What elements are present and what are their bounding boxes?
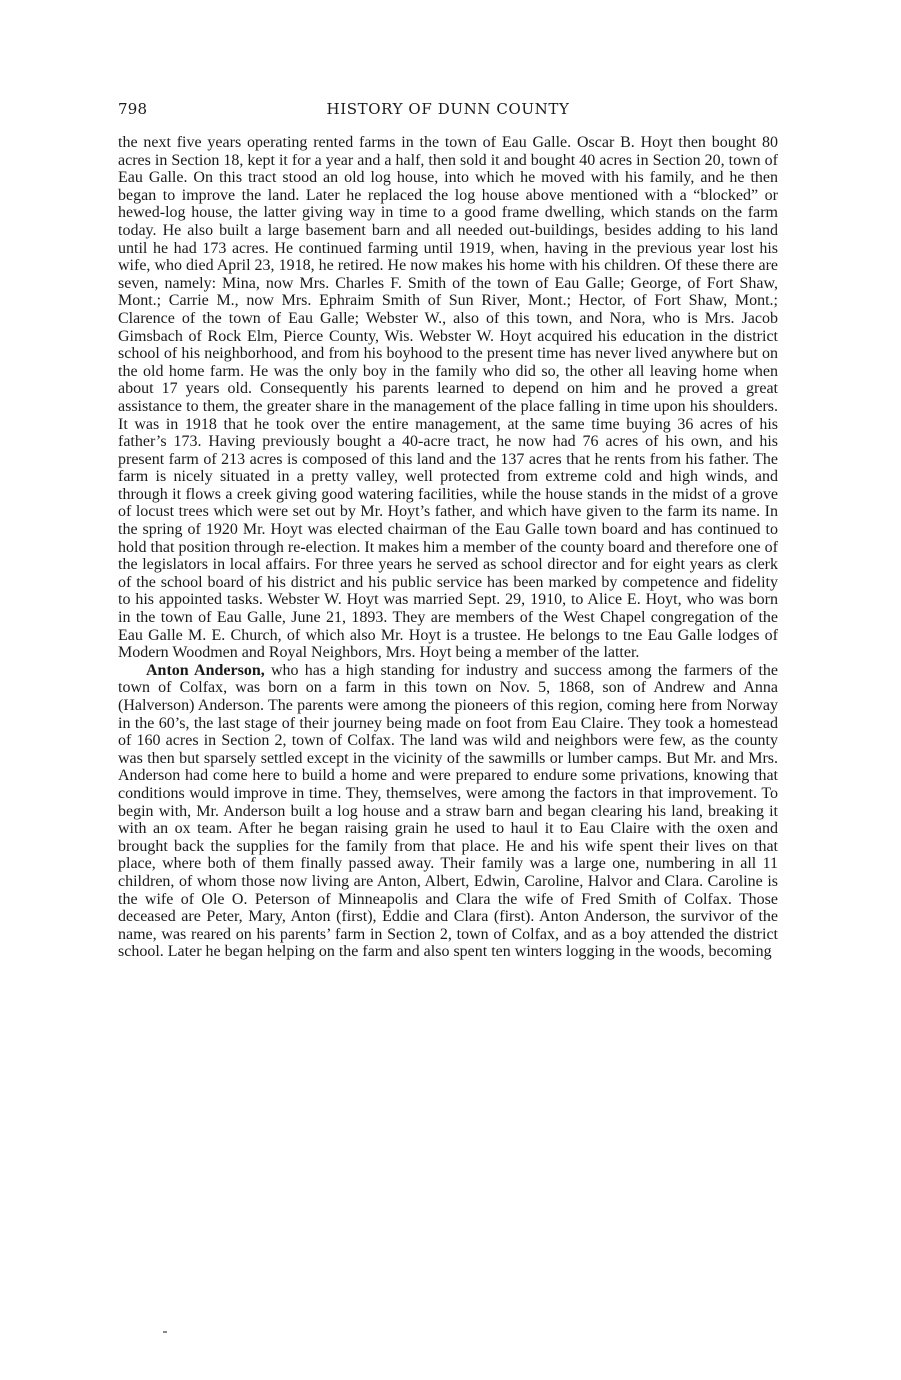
paragraph-hoyt-continued: the next five years operating rented farms in the town of Eau Galle. Oscar B. Hoyt then bought 80 acres in Section 18, kept it for a year and a half, then sold it and bought 40 acres in Section 20, town of Eau Galle. On this tract stood an old log house, into which he moved with his family, and he then began to improve the land. Later he replaced the log house above mentioned with a “blocked” or hewed-log house, the latter giving way in time to a good frame dwelling, which stands on the farm today. He also built a large basement barn and all needed out-buildings, besides adding to his land until he had 173 acres. He continued farming until 1919, when, having in the previous year lost his wife, who died April 23, 1918, he retired. He now makes his home with his children. Of these there are seven, namely: Mina, now Mrs. Charles F. Smith of the town of Eau Galle; George, of Fort Shaw, Mont.; Carrie M., now Mrs. Ephraim Smith of Sun River, Mont.; Hector, of Fort Shaw, Mont.; Clarence of the town of Eau Galle; Webster W., also of this town, and Nora, who is Mrs. Jacob Gimsbach of Rock Elm, Pierce County, Wis. Webster W. Hoyt acquired his education in the district school of his neighborhood, and from his boyhood to the present time has never lived anywhere but on the old home farm. He was the only boy in the family who did so, the other all leaving home when about 17 years old. Consequently his parents learned to depend on him and he proved a great assistance to them, the greater share in the management of the place falling in time upon his shoulders. It was in 1918 that he took over the entire management, at the same time buying 36 acres of his father’s 173. Having previously bought a 40-acre tract, he now had 76 acres of his own, and his present farm of 213 acres is composed of this land and the 137 acres that he rents from his father. The farm is nicely situated in a pretty valley, well protected from extreme cold and high winds, and through it flows a creek giving good watering facilities, while the house stands in the midst of a grove of locust trees which were set out by Mr. Hoyt’s father, and which have given to the farm its name. In the spring of 1920 Mr. Hoyt was elected chairman of the Eau Galle town board and has continued to hold that position through re-election. It makes him a member of the county board and therefore one of the legislators in local affairs. For three years he served as school director and for eight years as clerk of the school board of his district and his public service has been marked by competence and fidelity to his appointed tasks. Webster W. Hoyt was married Sept. 29, 1910, to Alice E. Hoyt, who was born in the town of Eau Galle, June 21, 1893. They are members of the West Chapel congregation of the Eau Galle M. E. Church, of which also Mr. Hoyt is a trustee. He belongs to tne Eau Galle lodges of Modern Woodmen and Royal Neighbors, Mrs. Hoyt being a member of the latter. — [118, 134, 778, 662]
body-text — [118, 134, 778, 961]
document-page — [118, 100, 778, 961]
biography-name: Anton Anderson, — [146, 661, 265, 679]
page-header — [118, 100, 778, 122]
running-title: HISTORY OF DUNN COUNTY — [326, 100, 570, 118]
paragraph-text: who has a high standing for industry and success among the farmers of the town of Colfax, was born on a farm in this town on Nov. 5, 1868, son of Andrew and Anna (Halverson) Anderson. The parents were among the pioneers of this region, coming here from Norway in the 60’s, the last stage of their journey being made on foot from Eau Claire. They took a homestead of 160 acres in Section 2, town of Colfax. The land was wild and neighbors were few, as the county was then but sparsely settled except in the vicinity of the sawmills or lumber camps. But Mr. and Mrs. Anderson had come here to build a home and were prepared to endure some privations, knowing that conditions would improve in time. They, themselves, were among the factors in that improvement. To begin with, Mr. Anderson built a log house and a straw barn and began clearing his land, breaking it with an ox team. After he began raising grain he used to haul it to Eau Claire with the oxen and brought back the supplies for the family from that place. He and his wife spent their lives on that place, where both of them finally passed away. Their family was a large one, numbering in all 11 children, of whom those now living are Anton, Albert, Edwin, Caroline, Halvor and Clara. Caroline is the wife of Ole O. Peterson of Minneapolis and Clara the wife of Fred Smith of Colfax. Those deceased are Peter, Mary, Anton (first), Eddie and Clara (first). Anton Anderson, the survivor of the name, was reared on his parents’ farm in Section 2, town of Colfax, and as a boy attended the district school. Later he began helping on the farm and also spent ten winters logging in the woods, becoming — [118, 661, 778, 961]
scan-speck — [163, 1331, 167, 1333]
page-number: 798 — [118, 100, 148, 118]
paragraph-anton-anderson — [118, 662, 778, 961]
